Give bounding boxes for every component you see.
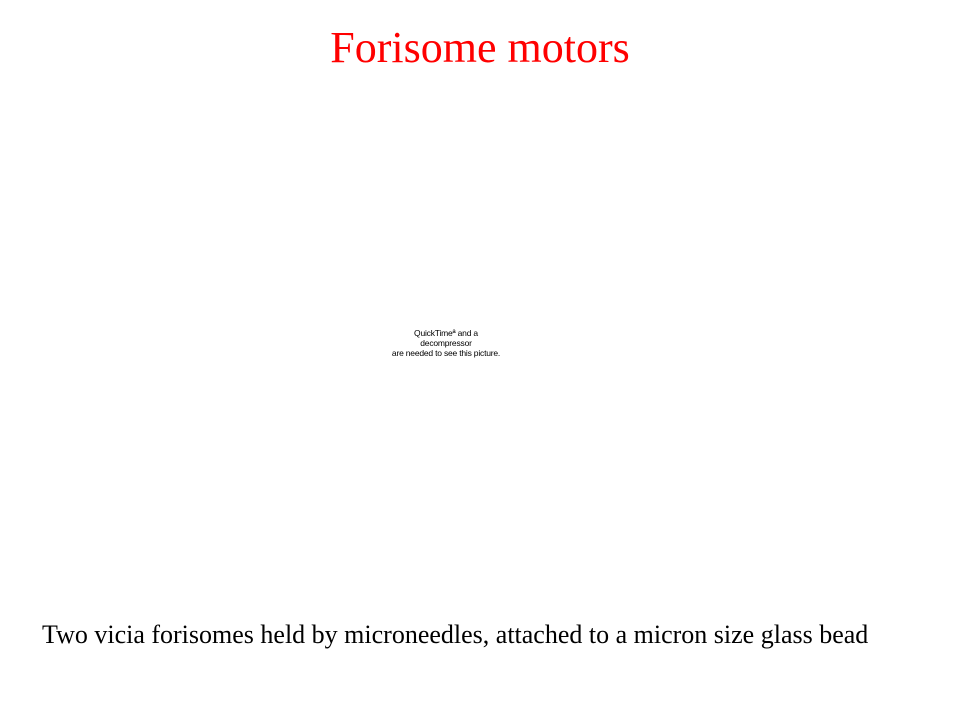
slide-title: Forisome motors — [330, 23, 630, 72]
quicktime-placeholder — [372, 328, 520, 358]
quicktime-placeholder-line-1: QuickTimeª and a — [414, 328, 478, 338]
quicktime-placeholder-line-3: are needed to see this picture. — [391, 348, 501, 358]
slide-caption: Two vicia forisomes held by microneedles, attached to a micron size glass bead — [42, 620, 869, 649]
quicktime-placeholder-line-2: decompressor — [420, 338, 472, 348]
